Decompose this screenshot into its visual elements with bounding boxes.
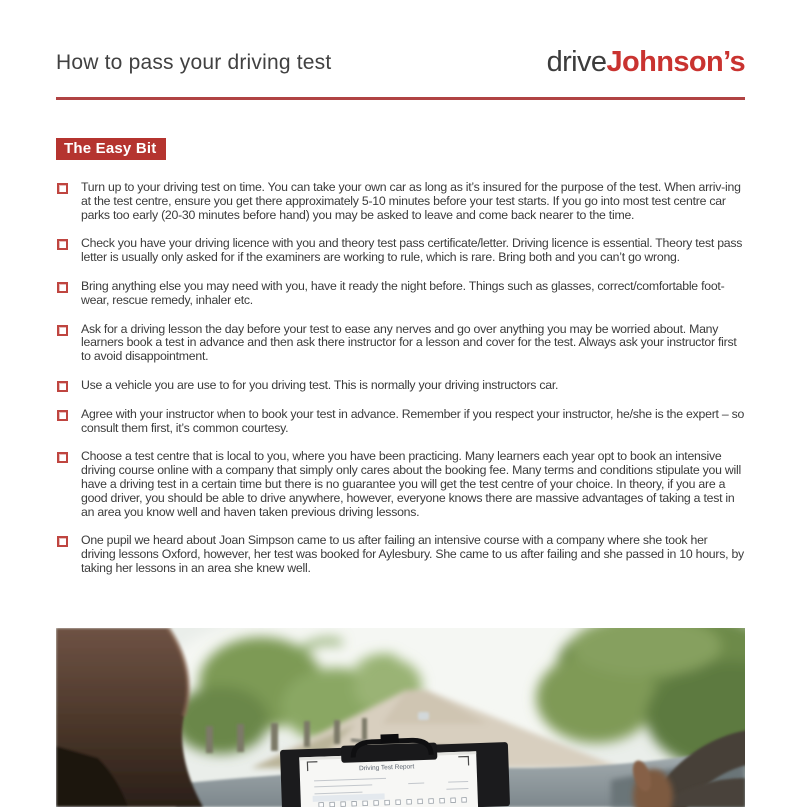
checkbox-bullet-icon — [57, 381, 68, 392]
tip-text: Ask for a driving lesson the day before your test to ease any nerves and go over anything you may be worried about. Many learners book a test in advance and then ask there instructor for a lesson and cover for the test. Always ask your instructor first to avoid disappointment. — [81, 321, 737, 364]
checkbox-bullet-icon — [57, 536, 68, 547]
clipboard-title: Driving Test Report — [358, 763, 415, 773]
checkbox-bullet-icon — [57, 452, 68, 463]
tip-text: Use a vehicle you are use to for you driving test. This is normally your driving instructors car. — [81, 377, 559, 392]
photo-illustration — [56, 628, 745, 807]
list-item — [56, 181, 745, 222]
tip-text: Check you have your driving licence with you and theory test pass certificate/letter. Driving licence is essential. Theory test pass letter is usually only asked for if the examiners are working to rule, which is rare. Bring both and you can’t go wrong. — [81, 236, 743, 265]
header-divider-rule — [56, 97, 745, 100]
list-item — [56, 280, 745, 308]
list-item — [56, 450, 745, 519]
checkbox-bullet-icon — [57, 325, 68, 336]
checkbox-bullet-icon — [57, 183, 68, 194]
page-title: How to pass your driving test — [56, 51, 332, 74]
logo-text-johnsons: Johnson’s — [606, 46, 745, 78]
tip-text: Bring anything else you may need with you, have it ready the night before. Things such as glasses, correct/comfortable foot-wear, rescue remedy, inhaler etc. — [81, 278, 725, 307]
list-item — [56, 379, 745, 393]
checkbox-bullet-icon — [57, 239, 68, 250]
tip-text: Turn up to your driving test on time. You can take your own car as long as it’s insured for the purpose of the test. When arriv-ing at the test centre, ensure you get there approximately 5-10 minutes before your test starts. If you go into most test centre car parks too early (20-30 minutes before hand) you may be asked to leave and come back nearer to the time. — [81, 180, 741, 222]
checkbox-bullet-icon — [57, 282, 68, 293]
list-item — [56, 534, 745, 575]
checkbox-bullet-icon — [57, 410, 68, 421]
examiner-head — [56, 628, 203, 807]
distant-car — [418, 712, 429, 720]
tips-list — [56, 181, 745, 591]
tip-text: One pupil we heard about Joan Simpson came to us after failing an intensive course with a company where she took her driving lessons Oxford, however, her test was booked for Aylesbury. She came to us after failing and she passed in 10 hours, by taking her lessons in an area she knew well. — [81, 533, 744, 575]
list-item — [56, 408, 745, 436]
tip-text: Choose a test centre that is local to you, where you have been practicing. Many learners each year opt to book an intensive driving course online with a company that simply only cares about the booking fee. Many terms and conditions stipulate you will have a driving test in a certain time but there is no guarantee you will get the test centre of your choice. In theory, if you are a good driver, you should be able to drive anywhere, however, everyone knows there are massive advantages of taking a test in an area you know well and haven taken previous driving lessons. — [81, 449, 741, 519]
drivejohnsons-logo — [547, 46, 745, 79]
section-heading-badge: The Easy Bit — [56, 138, 166, 160]
tip-text: Agree with your instructor when to book your test in advance. Remember if you respect your instructor, he/she is the expert – so consult them first, it’s common courtesy. — [81, 406, 745, 435]
list-item — [56, 323, 745, 364]
logo-text-drive: drive — [546, 46, 607, 78]
list-item — [56, 237, 745, 265]
driving-test-photo — [56, 628, 745, 807]
